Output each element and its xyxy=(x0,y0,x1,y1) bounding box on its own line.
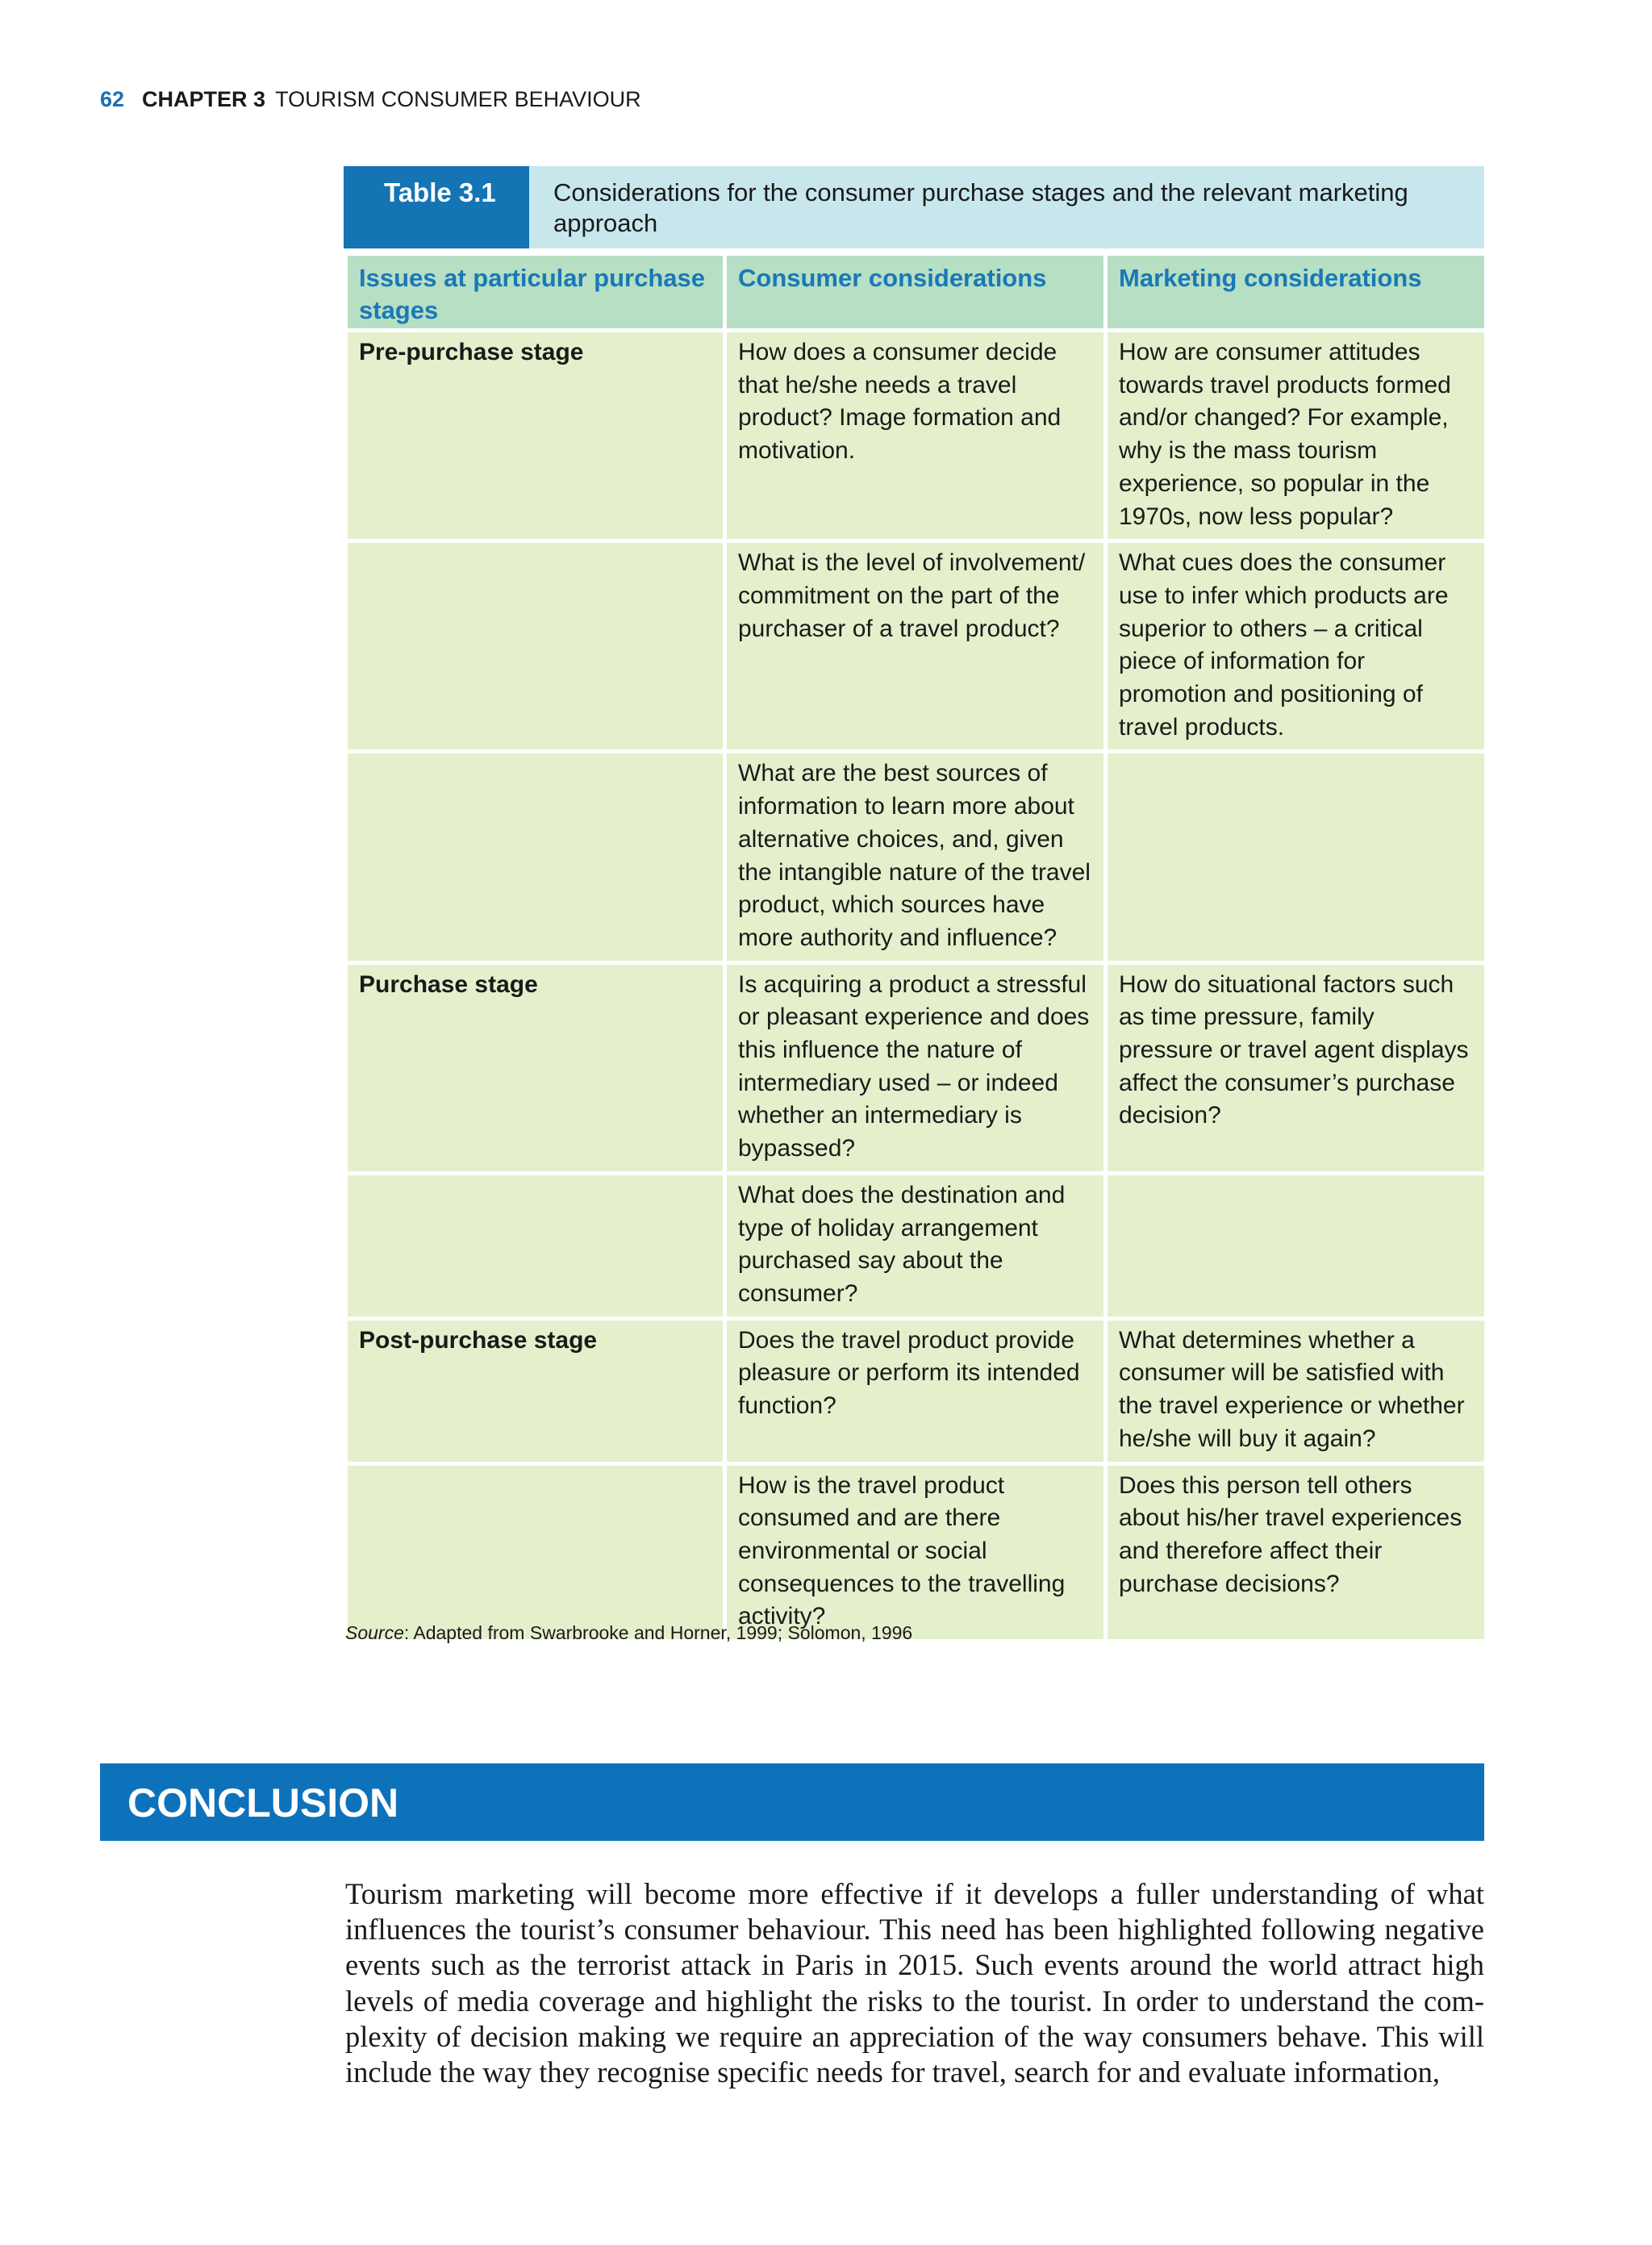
table-3-1 xyxy=(344,166,1484,1643)
table-row xyxy=(346,1318,1487,1463)
consumer-cell: What does the destination and type of holiday arrangement purchased say about the consumer? xyxy=(725,1173,1106,1318)
running-head xyxy=(100,87,641,112)
consumer-cell: What is the level of involvement/ commitment on the part of the purchaser of a travel product? xyxy=(725,541,1106,752)
consumer-cell: How does a consumer decide that he/she needs a travel product? Image formation and motivation. xyxy=(725,331,1106,541)
marketing-cell xyxy=(1106,752,1487,962)
data-table xyxy=(344,252,1488,1643)
stage-cell xyxy=(346,1173,725,1318)
table-caption-text: Considerations for the consumer purchase stages and the relevant marketing approach xyxy=(529,166,1484,248)
stage-cell xyxy=(346,541,725,752)
chapter-title: TOURISM CONSUMER BEHAVIOUR xyxy=(275,87,641,111)
table-row xyxy=(346,541,1487,752)
consumer-cell: Does the travel product provide pleasure or perform its intended function? xyxy=(725,1318,1106,1463)
table-number: Table 3.1 xyxy=(344,166,529,248)
consumer-cell: Is acquiring a product a stressful or pleasant experience and does this influence the nature of intermediary used – or indeed whether an intermediary is bypassed? xyxy=(725,962,1106,1173)
conclusion-paragraph: Tourism marketing will become more effective if it develops a fuller understanding of what influences the tourist’s consumer behaviour. This need has been highlighted following negative events such as the terrorist attack in Paris in 2015. Such events around the world attract high levels of media coverage and highlight the risks to the tourist. In order to understand the com-plexity of decision making we require an appreciation of the way consumers behave. This will include the way they recognise specific needs for travel, search for and evaluate information, xyxy=(345,1877,1484,2089)
stage-cell xyxy=(346,1463,725,1642)
consumer-cell: How is the travel product consumed and are there environmental or social consequences to the travelling activity? xyxy=(725,1463,1106,1642)
source-text: : Adapted from Swarbrooke and Horner, 1999; Solomon, 1996 xyxy=(403,1622,913,1643)
stage-cell: Post-purchase stage xyxy=(346,1318,725,1463)
table-caption xyxy=(344,166,1484,248)
column-header: Consumer considerations xyxy=(725,254,1106,331)
marketing-cell: How are consumer attitudes towards travel products formed and/or changed? For example, why is the mass tourism experience, so popular in the 1970s, now less popular? xyxy=(1106,331,1487,541)
column-header: Marketing considerations xyxy=(1106,254,1487,331)
table-row xyxy=(346,1173,1487,1318)
conclusion-heading: CONCLUSION xyxy=(127,1780,399,1826)
marketing-cell: Does this person tell others about his/her travel experiences and therefore affect their purchase decisions? xyxy=(1106,1463,1487,1642)
marketing-cell: What cues does the consumer use to infer which products are superior to others – a critical piece of information for promotion and positioning of travel products. xyxy=(1106,541,1487,752)
table-row xyxy=(346,1463,1487,1642)
table-row xyxy=(346,752,1487,962)
marketing-cell xyxy=(1106,1173,1487,1318)
source-label: Source xyxy=(345,1622,404,1643)
marketing-cell: What determines whether a consumer will be satisfied with the travel experience or whether he/she will buy it again? xyxy=(1106,1318,1487,1463)
page-number: 62 xyxy=(100,87,125,111)
conclusion-heading-bar xyxy=(100,1763,1484,1841)
table-row xyxy=(346,331,1487,541)
table-source-note xyxy=(345,1622,912,1644)
table-row xyxy=(346,962,1487,1173)
consumer-cell: What are the best sources of information to learn more about alternative choices, and, given the intangible nature of the travel product, which sources have more authority and influence? xyxy=(725,752,1106,962)
marketing-cell: How do situational factors such as time pressure, family pressure or travel agent displays affect the consumer’s purchase decision? xyxy=(1106,962,1487,1173)
stage-cell xyxy=(346,752,725,962)
chapter-label: CHAPTER 3 xyxy=(142,87,266,111)
column-header: Issues at particular purchase stages xyxy=(346,254,725,331)
stage-cell: Pre-purchase stage xyxy=(346,331,725,541)
table-header-row xyxy=(346,254,1487,331)
stage-cell: Purchase stage xyxy=(346,962,725,1173)
